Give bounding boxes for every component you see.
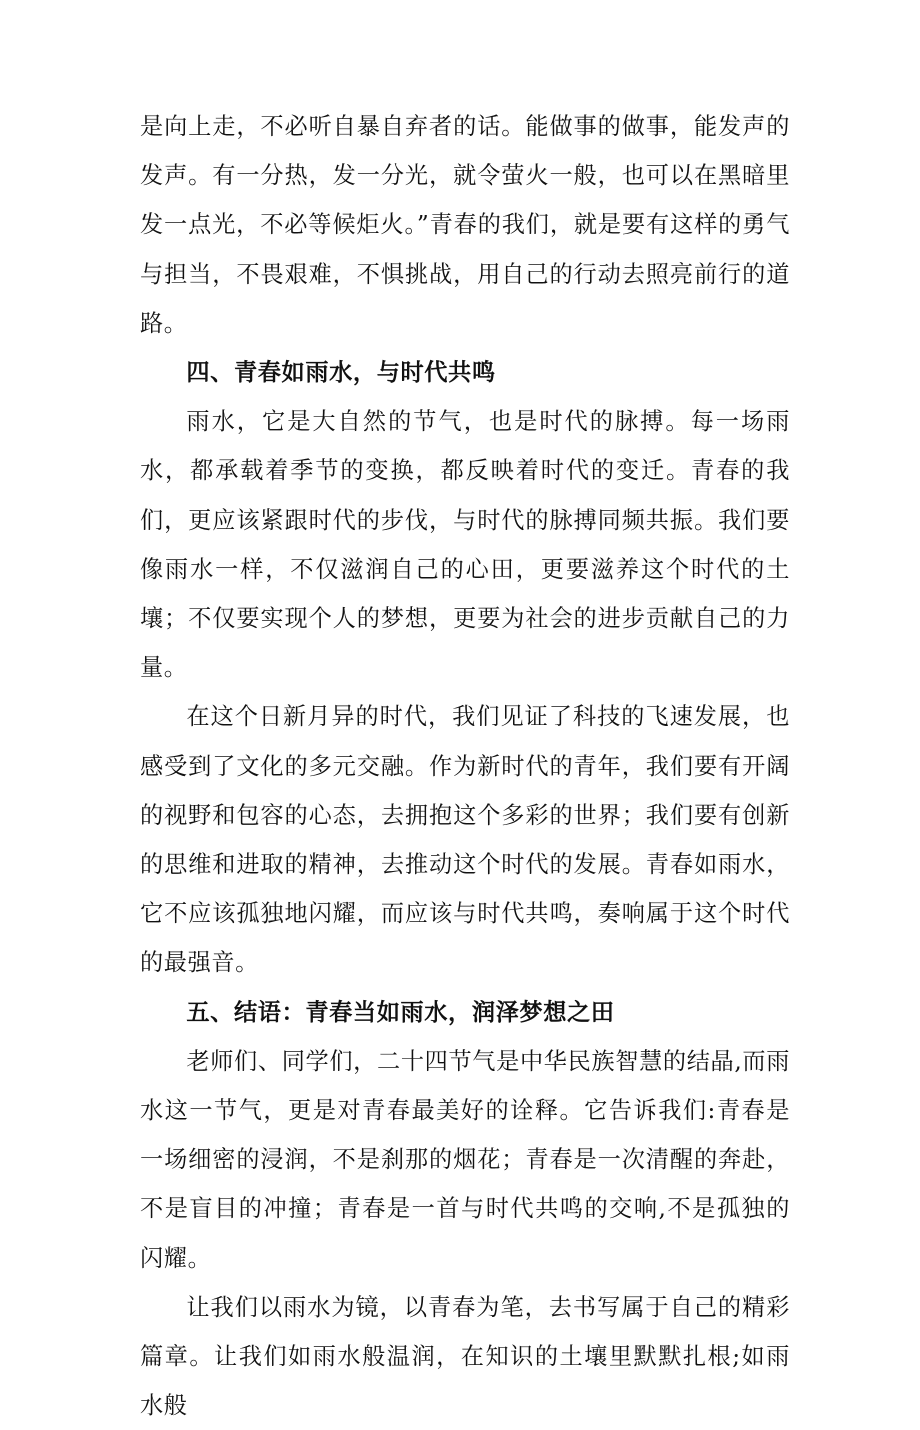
paragraph-conclusion: 老师们、同学们，二十四节气是中华民族智慧的结晶,而雨水这一节气，更是对青春最美好的诠释。它告诉我们:青春是一场细密的浸润，不是刹那的烟花；青春是一次清醒的奔赴，不是盲目的冲撞；青春是一首与时代共鸣的交响,不是孤独的闪耀。 [140,1047,790,1272]
paragraph-closing: 让我们以雨水为镜，以青春为笔，去书写属于自己的精彩篇章。让我们如雨水般温润，在知识的土壤里默默扎根;如雨水般 [140,1293,790,1420]
section-heading-four: 四、青春如雨水，与时代共鸣 [186,359,496,387]
paragraph-new-era: 在这个日新月异的时代，我们见证了科技的飞速发展，也感受到了文化的多元交融。作为新时代的青年，我们要有开阔的视野和包容的心态，去拥抱这个多彩的世界；我们要有创新的思维和进取的精神，去推动这个时代的发展。青春如雨水，它不应该孤独地闪耀，而应该与时代共鸣，奏响属于这个时代的最强音。 [140,703,790,977]
section-heading-five: 五、结语：青春当如雨水，润泽梦想之田 [186,998,615,1026]
paragraph-continuation: 是向上走，不必听自暴自弃者的话。能做事的做事，能发声的发声。有一分热，发一分光，就令萤火一般，也可以在黑暗里发一点光，不必等候炬火。”青春的我们，就是要有这样的勇气与担当，不畏艰难，不惧挑战，用自己的行动去照亮前行的道路。 [140,113,790,337]
paragraph-rain-era: 雨水，它是大自然的节气，也是时代的脉搏。每一场雨水，都承载着季节的变换，都反映着时代的变迁。青春的我们，更应该紧跟时代的步伐，与时代的脉搏同频共振。我们要像雨水一样，不仅滋润自己的心田，更要滋养这个时代的土壤；不仅要实现个人的梦想，更要为社会的进步贡献自己的力量。 [140,408,790,682]
document-page [140,102,790,1430]
